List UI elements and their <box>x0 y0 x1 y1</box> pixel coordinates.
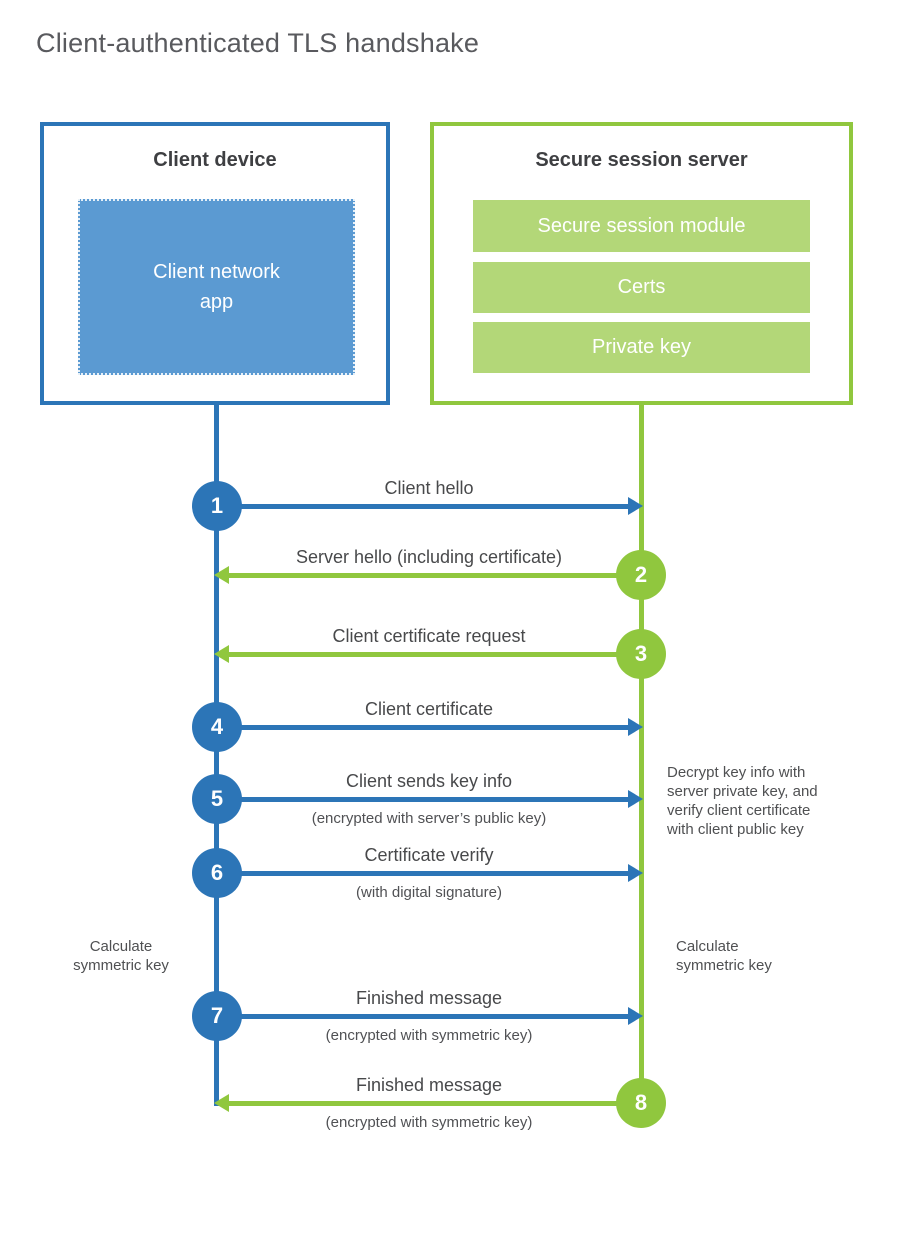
step-8-sublabel: (encrypted with symmetric key) <box>325 1114 533 1131</box>
step-5-arrowhead-icon <box>628 790 643 808</box>
step-6-arrowhead-icon <box>628 864 643 882</box>
server-module-label: Private key <box>592 336 691 358</box>
step-5-arrow <box>217 797 630 802</box>
step-6-arrow <box>217 871 630 876</box>
step-2-arrowhead-icon <box>214 566 229 584</box>
client-network-app-label: Client network app <box>153 261 280 313</box>
server-module-secure-session <box>473 200 810 252</box>
calculate-symmetric-key-server: Calculate symmetric key <box>676 938 772 974</box>
step-4-label: Client certificate <box>364 699 494 719</box>
step-7-badge: 7 <box>192 991 242 1041</box>
step-5-label: Client sends key info <box>345 771 513 791</box>
step-7-arrow <box>217 1014 630 1019</box>
step-8-badge: 8 <box>616 1078 666 1128</box>
step-7-label: Finished message <box>355 988 503 1008</box>
step-8-label: Finished message <box>355 1075 503 1095</box>
page-title: Client-authenticated TLS handshake <box>36 28 480 58</box>
client-network-app-box <box>78 199 355 375</box>
step-2-label: Server hello (including certificate) <box>295 547 563 567</box>
step-3-arrow <box>228 652 641 657</box>
server-module-label: Secure session module <box>537 214 746 237</box>
server-module-label: Certs <box>617 276 666 298</box>
step-5-sublabel: (encrypted with server’s public key) <box>311 810 547 827</box>
step-1-arrow <box>217 504 630 509</box>
step-4-arrow <box>217 725 630 730</box>
step-4-badge: 4 <box>192 702 242 752</box>
server-module-private-key <box>473 322 810 373</box>
step-2-arrow <box>228 573 641 578</box>
calculate-symmetric-key-client: Calculate symmetric key <box>73 938 169 974</box>
step-3-badge: 3 <box>616 629 666 679</box>
step-3-label: Client certificate request <box>332 626 526 646</box>
step-8-arrowhead-icon <box>214 1094 229 1112</box>
step-1-arrowhead-icon <box>628 497 643 515</box>
secure-session-server-title: Secure session server <box>535 149 748 171</box>
step-1-badge: 1 <box>192 481 242 531</box>
step-6-badge: 6 <box>192 848 242 898</box>
step-1-label: Client hello <box>384 478 474 498</box>
step-6-sublabel: (with digital signature) <box>356 884 502 901</box>
client-device-title: Client device <box>153 149 277 171</box>
decrypt-note: Decrypt key info with server private key, and verify client certificate with client public key <box>667 764 818 838</box>
step-4-arrowhead-icon <box>628 718 643 736</box>
step-7-arrowhead-icon <box>628 1007 643 1025</box>
step-2-badge: 2 <box>616 550 666 600</box>
server-module-certs <box>473 262 810 313</box>
step-5-badge: 5 <box>192 774 242 824</box>
step-6-label: Certificate verify <box>364 845 494 865</box>
step-3-arrowhead-icon <box>214 645 229 663</box>
step-8-arrow <box>228 1101 641 1106</box>
step-7-sublabel: (encrypted with symmetric key) <box>325 1027 533 1044</box>
